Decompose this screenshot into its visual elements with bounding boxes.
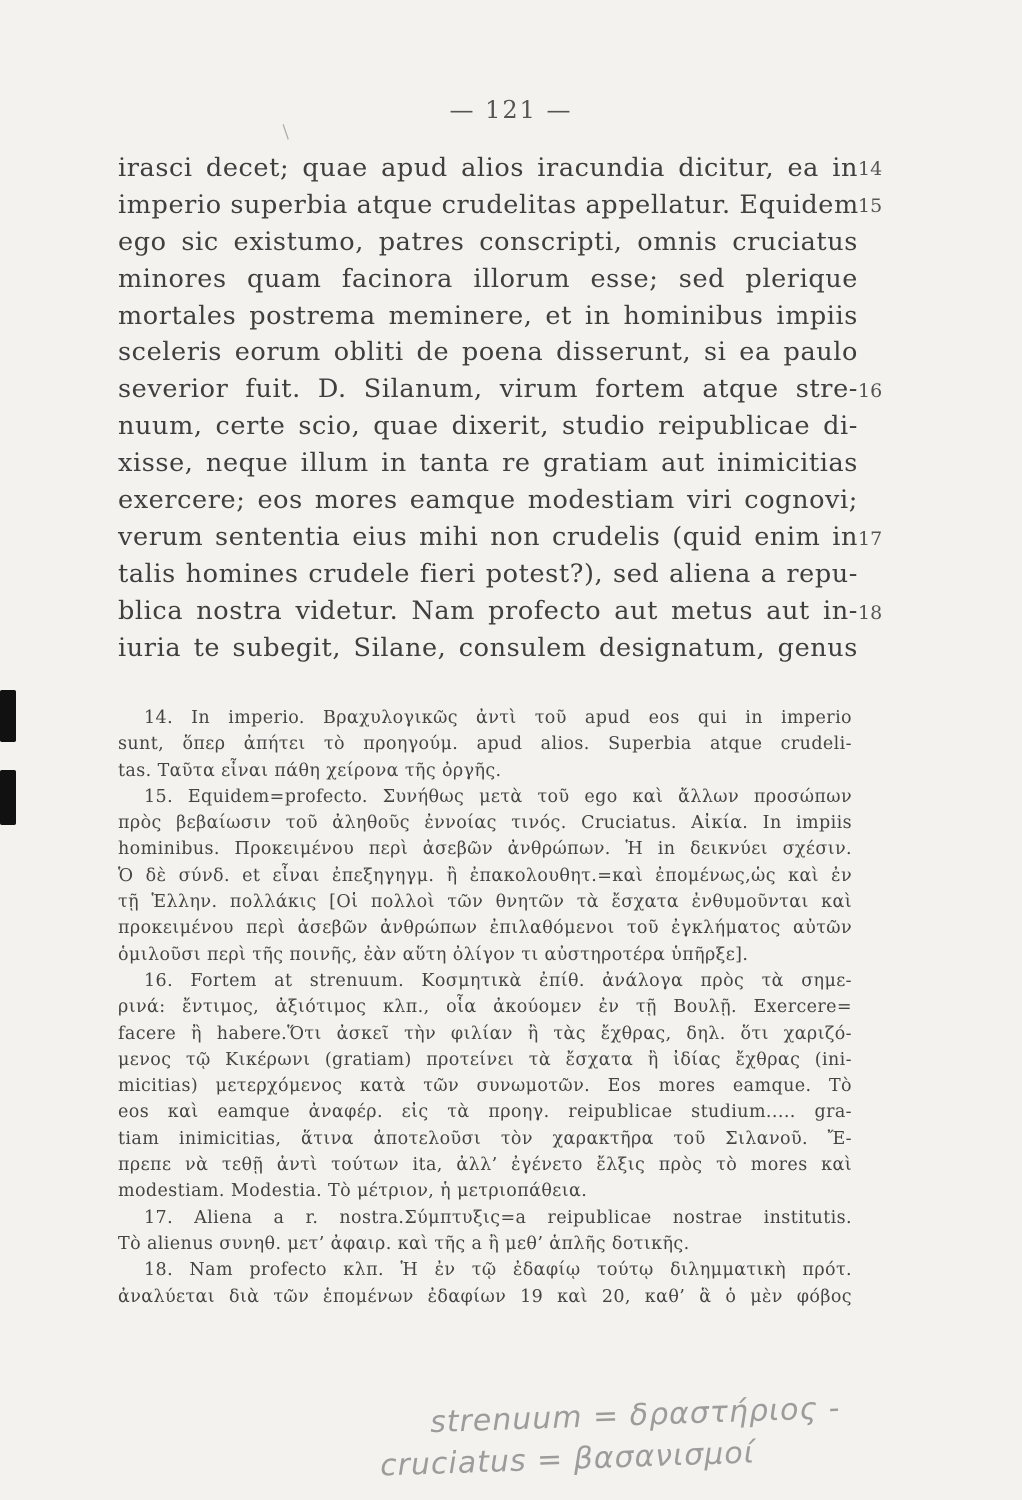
main-text-line: sceleris eorum obliti de poena disserunt, si ea paulo bbox=[118, 337, 858, 368]
ink-mark bbox=[0, 690, 16, 742]
main-text-line: irasci decet; quae apud alios iracundia dicitur, ea in bbox=[118, 153, 858, 183]
note-line: τῇ Ἑλλην. πολλάκις [Οἱ πολλοὶ τῶν θνητῶν τὰ ἔσχατα ἐνθυμοῦνται καὶ bbox=[118, 892, 852, 913]
commentary-notes bbox=[118, 705, 852, 1310]
note-line: tas. Ταῦτα εἶναι πάθη χείρονα τῆς ὀργῆς. bbox=[118, 760, 502, 781]
note-line: micitias) μετερχόμενος κατὰ τῶν συνωμοτῶν. Eos mores eamque. Τὸ bbox=[118, 1076, 852, 1097]
main-text-line: talis homines crudele fieri potest?), sed aliena a repu- bbox=[118, 558, 858, 589]
note-line: 14. In imperio. Βραχυλογικῶς ἀντὶ τοῦ apud eos qui in imperio bbox=[144, 708, 852, 728]
main-text-line: verum sententia eius mihi non crudelis (quid enim in bbox=[118, 521, 858, 552]
main-text-line: nuum, certe scio, quae dixerit, studio reipublicae di- bbox=[118, 411, 858, 442]
note-line: modestiam. Modestia. Τὸ μέτριον, ἡ μετριοπάθεια. bbox=[118, 1181, 588, 1202]
main-text-line: xisse, neque illum in tanta re gratiam aut inimicitias bbox=[118, 448, 858, 479]
margin-number: 14 bbox=[858, 158, 883, 180]
note-line: πρεπε νὰ τεθῇ ἀντὶ τούτων ita, ἀλλ’ ἐγένετο ἔλξις πρὸς τὸ mores καὶ bbox=[118, 1155, 852, 1176]
main-text-block bbox=[118, 150, 858, 666]
note-line: μενος τῷ Κικέρωνι (gratiam) προτείνει τὰ ἔσχατα ἢ ἰδίας ἔχθρας (ini- bbox=[118, 1049, 852, 1070]
margin-number: 15 bbox=[858, 195, 883, 217]
note-line: ὁμιλοῦσι περὶ τῆς ποινῆς, ἐὰν αὕτη ὀλίγον τι αὐστηροτέρα ὑπῆρξε]. bbox=[118, 944, 749, 965]
ink-mark bbox=[0, 770, 16, 825]
handwritten-annotation bbox=[280, 1390, 880, 1498]
note-line: πρὸς βεβαίωσιν τοῦ ἀληθοῦς ἐννοίας τινός. Cruciatus. Αἰκία. In impiis bbox=[118, 813, 852, 834]
note-line: 17. Aliena a r. nostra.Σύμπτυξις=a reipublicae nostrae institutis. bbox=[144, 1207, 852, 1228]
note-line: hominibus. Προκειμένου περὶ ἀσεβῶν ἀνθρώπων. Ἡ in δεικνύει σχέσιν. bbox=[118, 839, 852, 860]
note-line: ἀναλύεται διὰ τῶν ἑπομένων ἐδαφίων 19 καὶ 20, καθ’ ἃ ὁ μὲν φόβος bbox=[118, 1286, 852, 1307]
note-line: προκειμένου περὶ ἀσεβῶν ἀνθρώπων ἐπιλαθόμενοι τοῦ ἐγκλήματος αὐτῶν bbox=[118, 918, 852, 939]
main-text-line: minores quam facinora illorum esse; sed plerique bbox=[118, 263, 858, 294]
note-line: ρινά: ἔντιμος, ἀξιότιμος κλπ., οἷα ἀκούομεν ἐν τῇ Βουλῇ. Exercere= bbox=[118, 997, 852, 1018]
main-text-line: blica nostra videtur. Nam profecto aut metus aut in- bbox=[118, 595, 858, 626]
note-line: Τὸ alienus συνηθ. μετ’ ἀφαιρ. καὶ τῆς a ἢ μεθ’ ἁπλῆς δοτικῆς. bbox=[118, 1233, 690, 1254]
handwritten-line: cruciatus = βασανισμοί bbox=[379, 1435, 756, 1484]
note-line: tiam inimicitias, ἅτινα ἀποτελοῦσι τὸν χαρακτῆρα τοῦ Σιλανοῦ. Ἔ- bbox=[118, 1128, 852, 1149]
handwritten-line: strenuum = δραστήριος - bbox=[429, 1390, 841, 1441]
main-text-line: exercere; eos mores eamque modestiam viri cognovi; bbox=[118, 485, 858, 516]
page-number: — 121 — bbox=[449, 96, 573, 124]
main-text-line: iuria te subegit, Silane, consulem designatum, genus bbox=[118, 632, 858, 663]
note-line: facere ἢ habere.Ὅτι ἀσκεῖ τὴν φιλίαν ἢ τὰς ἔχθρας, δηλ. ὅτι χαριζό- bbox=[118, 1023, 852, 1044]
note-line: 16. Fortem at strenuum. Κοσμητικὰ ἐπίθ. ἀνάλογα πρὸς τὰ σημε- bbox=[144, 970, 852, 991]
note-line: eos καὶ eamque ἀναφέρ. εἰς τὰ προηγ. reipublicae studium..... gra- bbox=[118, 1102, 852, 1123]
note-line: Ὁ δὲ σύνδ. et εἶναι ἐπεξηγηγμ. ἢ ἐπακολουθητ.=καὶ ἐπομένως,ὡς καὶ ἐν bbox=[118, 865, 852, 886]
note-line: 18. Nam profecto κλπ. Ἡ ἐν τῷ ἐδαφίῳ τούτῳ διλημματικὴ πρότ. bbox=[144, 1260, 852, 1281]
margin-number: 18 bbox=[858, 602, 883, 624]
main-text-line: imperio superbia atque crudelitas appellatur. Equidem bbox=[118, 189, 859, 220]
pencil-mark: ⁄ bbox=[277, 124, 296, 141]
main-text-line: severior fuit. D. Silanum, virum fortem atque stre- bbox=[118, 374, 858, 405]
note-line: 15. Equidem=profecto. Συνήθως μετὰ τοῦ ego καὶ ἄλλων προσώπων bbox=[144, 786, 852, 807]
note-line: sunt, ὅπερ ἀπήτει τὸ προηγούμ. apud alios. Superbia atque crudeli- bbox=[118, 734, 852, 755]
margin-number: 16 bbox=[858, 380, 883, 402]
main-text-line: mortales postrema meminere, et in hominibus impiis bbox=[118, 300, 858, 331]
margin-number: 17 bbox=[858, 528, 883, 550]
main-text-line: ego sic existumo, patres conscripti, omnis cruciatus bbox=[118, 226, 858, 257]
